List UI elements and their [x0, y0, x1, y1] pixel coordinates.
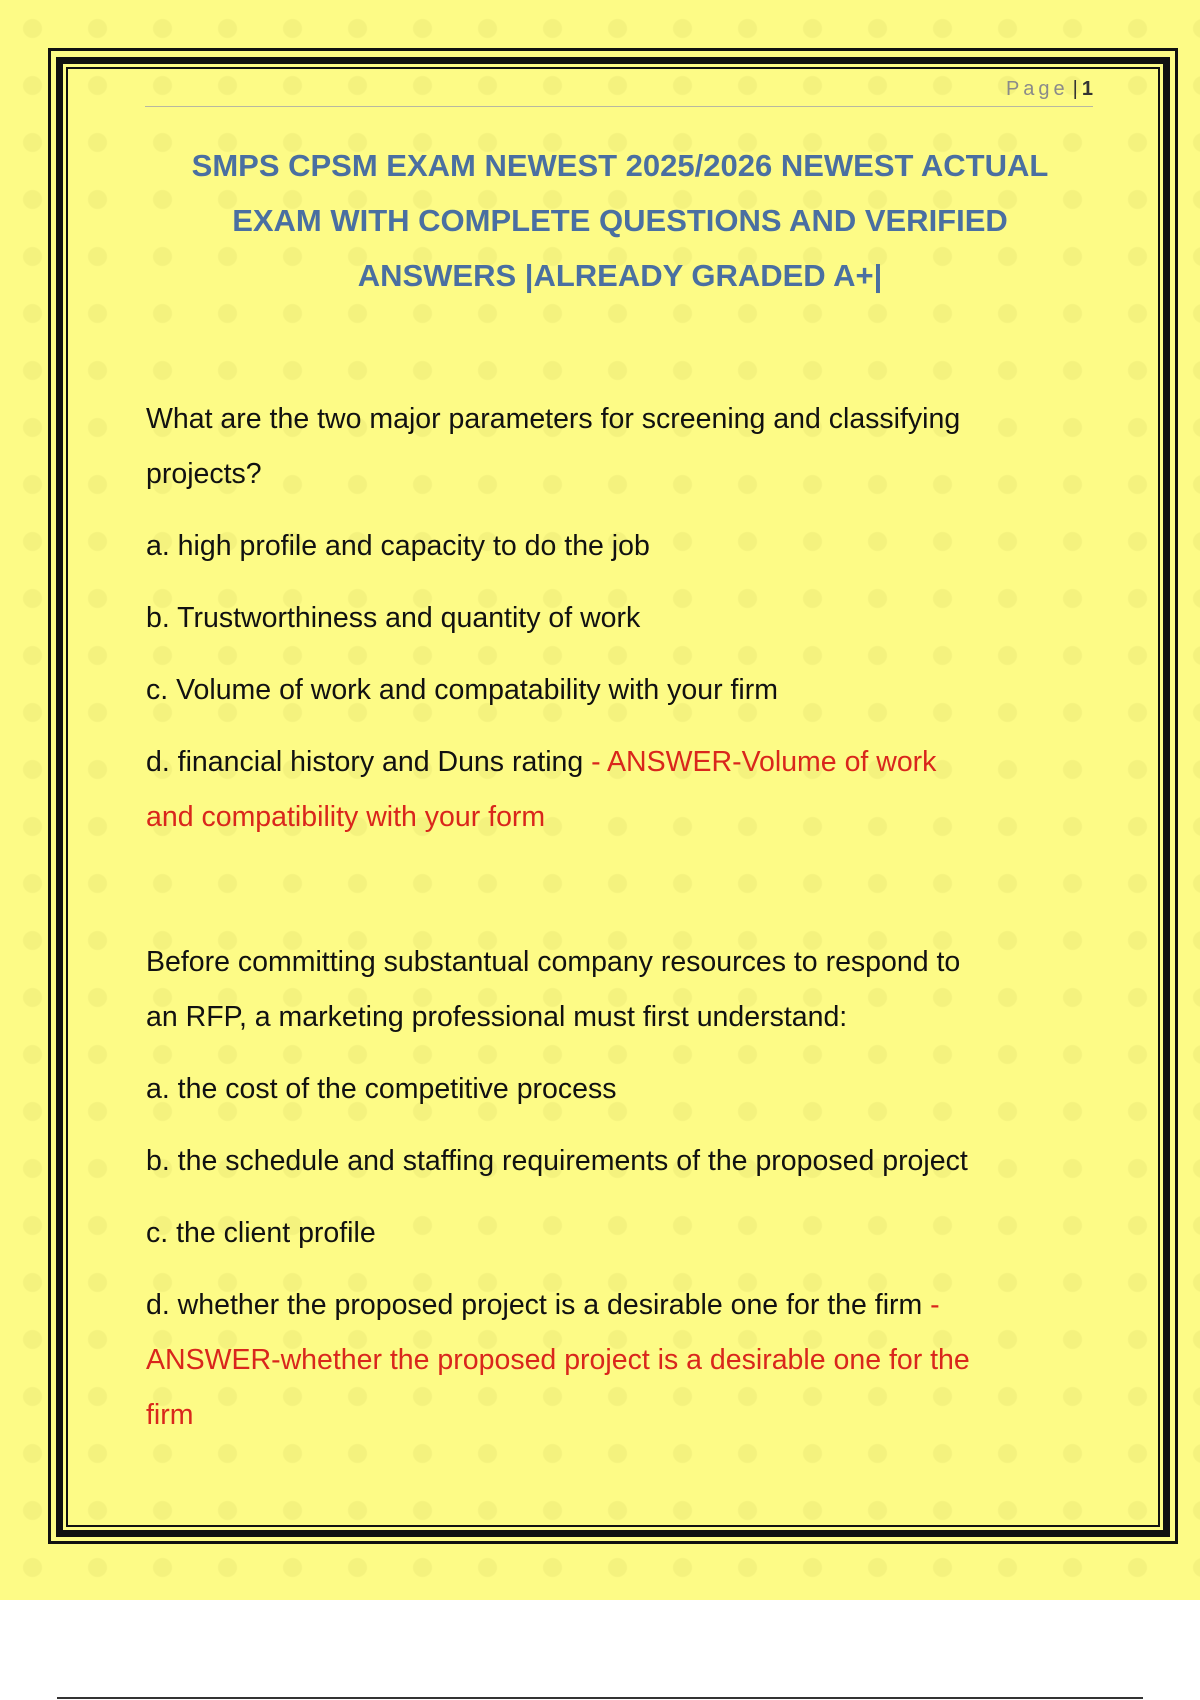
option-b: b. the schedule and staffing requirements of the proposed project	[146, 1145, 968, 1177]
page-header	[145, 68, 1093, 107]
title-line-2: EXAM WITH COMPLETE QUESTIONS AND VERIFIED	[232, 203, 1008, 238]
answer-text-continued: firm	[146, 1399, 194, 1431]
page-number-label	[1006, 78, 1093, 101]
option-b: b. Trustworthiness and quantity of work	[146, 602, 641, 634]
title-line-3: ANSWERS |ALREADY GRADED A+|	[357, 258, 883, 293]
option-d-with-answer	[146, 1278, 1096, 1443]
option-d: d. financial history and Duns rating	[146, 746, 584, 778]
answer-text: -	[922, 1289, 940, 1321]
question-stem-line: projects?	[146, 458, 262, 490]
question-stem-line: Before committing substantual company resources to respond to	[146, 946, 961, 978]
option-c: c. Volume of work and compatability with your firm	[146, 674, 778, 706]
option-a: a. high profile and capacity to do the job	[146, 530, 650, 562]
answer-text-continued: and compatibility with your form	[146, 801, 546, 833]
answer-text-continued: ANSWER-whether the proposed project is a desirable one for the	[146, 1344, 970, 1376]
answer-text: - ANSWER-Volume of work	[583, 746, 937, 778]
footer-divider	[57, 1697, 1143, 1699]
question-block-1	[146, 392, 1096, 845]
document-title	[140, 138, 1100, 303]
page-number: 1	[1081, 78, 1093, 100]
page-separator: |	[1072, 78, 1078, 100]
option-d: d. whether the proposed project is a desirable one for the firm	[146, 1289, 923, 1321]
title-line-1: SMPS CPSM EXAM NEWEST 2025/2026 NEWEST ACTUAL	[191, 148, 1049, 183]
question-block-2	[146, 935, 1096, 1443]
option-d-with-answer	[146, 735, 1096, 845]
question-stem	[146, 935, 1096, 1045]
option-c: c. the client profile	[146, 1217, 376, 1249]
question-stem-line: an RFP, a marketing professional must first understand:	[146, 1001, 848, 1033]
page-word: Page	[1005, 78, 1069, 100]
question-stem	[146, 392, 1096, 502]
question-stem-line: What are the two major parameters for screening and classifying	[146, 403, 961, 435]
option-a: a. the cost of the competitive process	[146, 1073, 617, 1105]
